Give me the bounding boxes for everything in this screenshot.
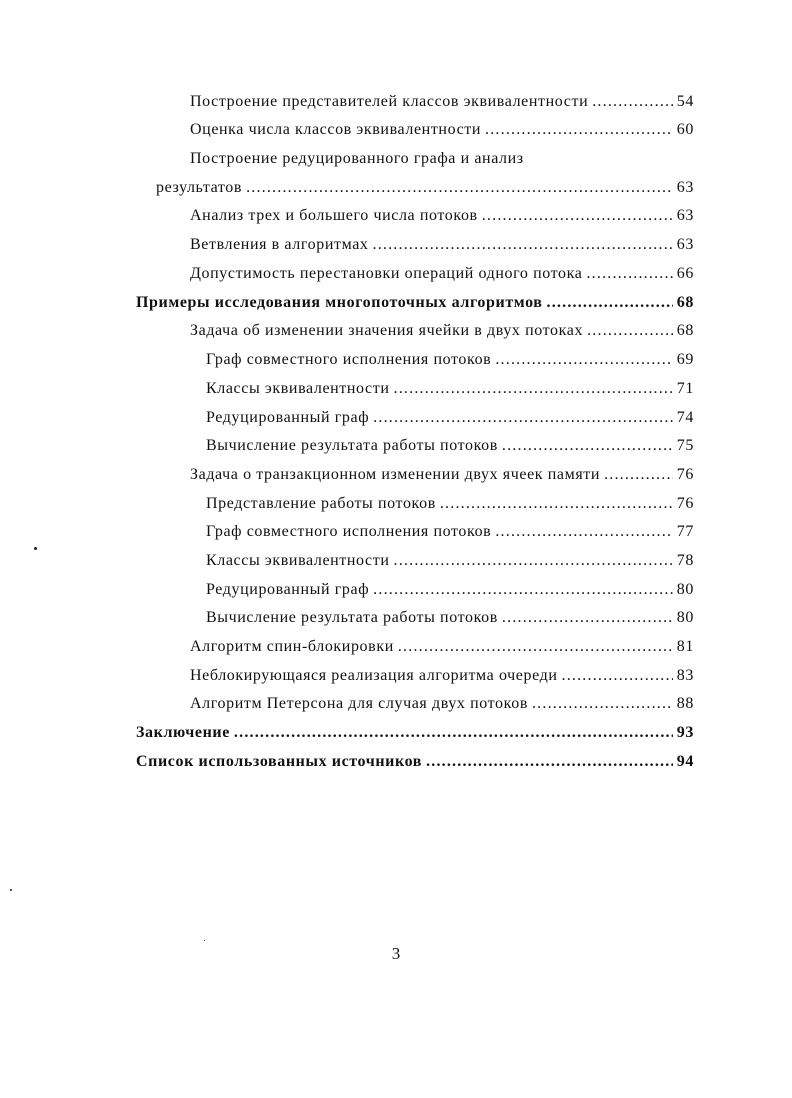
toc-leader [426, 752, 673, 772]
toc-entry-page: 81 [676, 638, 694, 655]
toc-leader [532, 694, 673, 714]
toc-entry-page: 80 [676, 581, 694, 598]
toc-leader [234, 723, 673, 743]
toc-entry-title: Редуцированный граф [206, 409, 370, 426]
toc-leader [373, 580, 673, 600]
toc-entry-title: Алгоритм Петерсона для случая двух потоков [190, 695, 528, 712]
toc-entry-page: 63 [676, 236, 694, 253]
toc-entry-page: 93 [676, 724, 694, 741]
toc-entry [190, 694, 694, 714]
toc-entry-title: Вычисление результата работы потоков [206, 437, 498, 454]
toc-entry-page: 66 [676, 265, 694, 282]
toc-entry [190, 264, 694, 284]
toc-entry-title: Классы эквивалентности [206, 552, 390, 569]
toc-leader [586, 264, 672, 284]
toc-entry-page: 80 [676, 609, 694, 626]
toc-leader [482, 206, 673, 226]
toc-entry-title: Оценка числа классов эквивалентности [190, 121, 482, 138]
toc-entry-page: 68 [676, 294, 694, 311]
toc-leader [592, 92, 673, 112]
toc-entry-title: Задача об изменении значения ячейки в двух потоках [190, 322, 584, 339]
toc-leader [373, 408, 673, 428]
toc-entry-title: Список использованных источников [136, 753, 423, 770]
toc-entry [206, 522, 694, 542]
toc-entry [206, 436, 694, 456]
toc-entry-page: 76 [676, 466, 694, 483]
toc-entry-page: 63 [676, 207, 694, 224]
toc-entry [190, 666, 694, 686]
toc-leader [246, 178, 673, 198]
toc-entry-page: 69 [676, 351, 694, 368]
toc-leader [562, 666, 673, 686]
toc-entry [190, 465, 694, 485]
toc-entry [190, 206, 694, 226]
toc-entry-title: результатов [156, 179, 243, 196]
toc-entry-title: Анализ трех и большего числа потоков [190, 207, 478, 224]
toc-entry-page: 71 [676, 380, 694, 397]
toc-entry-title: Классы эквивалентности [206, 380, 390, 397]
toc-entry [206, 350, 694, 370]
toc-leader [394, 379, 673, 399]
toc-entry [190, 321, 694, 341]
toc-entry [190, 92, 694, 112]
toc-entry-title: Задача о транзакционном изменении двух ячеек памяти [190, 466, 601, 483]
toc-leader [495, 522, 672, 542]
toc-entry [206, 379, 694, 399]
toc-leader [495, 350, 672, 370]
toc-entry-title: Допустимость перестановки операций одного потока [190, 265, 583, 282]
toc-entry-page: 76 [676, 495, 694, 512]
toc-chapter-entry [136, 723, 694, 743]
scan-speck [204, 940, 205, 941]
toc-entry-title: Построение представителей классов эквивалентности [190, 93, 589, 110]
toc-leader [440, 494, 673, 514]
toc-entry-page: 68 [676, 322, 694, 339]
toc-leader [398, 637, 673, 657]
toc-leader [502, 608, 673, 628]
toc-entry-title: Неблокирующаяся реализация алгоритма очереди [190, 667, 558, 684]
scan-speck [10, 889, 12, 891]
toc-entry-page: 77 [676, 523, 694, 540]
toc-entry-page: 78 [676, 552, 694, 569]
page-number: 3 [391, 944, 401, 963]
toc-entry-title: Примеры исследования многопоточных алгоритмов [136, 294, 543, 311]
toc-entry-page: 74 [676, 409, 694, 426]
toc-leader [485, 120, 673, 140]
toc-entry-page: 83 [676, 667, 694, 684]
toc-entry-title: Граф совместного исполнения потоков [206, 351, 492, 368]
toc-entry-title: Граф совместного исполнения потоков [206, 523, 492, 540]
toc-entry [206, 494, 694, 514]
toc-entry-title: Заключение [136, 724, 230, 741]
toc-entry-page: 63 [676, 179, 694, 196]
toc-entry [190, 235, 694, 255]
toc-entry-title-line1: Построение редуцированного графа и анализ [190, 150, 524, 167]
toc-entry [206, 608, 694, 628]
toc-leader [587, 321, 673, 341]
toc-entry-title: Алгоритм спин-блокировки [190, 638, 394, 655]
toc-chapter-entry [136, 293, 694, 313]
toc-entry-page: 94 [676, 753, 694, 770]
toc-entry [190, 120, 694, 140]
toc-entry-page: 88 [676, 695, 694, 712]
toc-leader [604, 465, 673, 485]
toc-entry-title: Вычисление результата работы потоков [206, 609, 498, 626]
toc-entry [206, 580, 694, 600]
toc-leader [547, 293, 673, 313]
toc-leader [502, 436, 673, 456]
toc-chapter-entry [136, 752, 694, 772]
toc-entry-page: 75 [676, 437, 694, 454]
toc-entry-page: 60 [676, 121, 694, 138]
scan-speck [34, 547, 37, 550]
toc-entry-title: Ветвления в алгоритмах [190, 236, 369, 253]
toc-entry-page: 54 [676, 93, 694, 110]
toc-leader [394, 551, 673, 571]
toc-entry-title: Представление работы потоков [206, 495, 436, 512]
toc-leader [373, 235, 673, 255]
toc-entry [206, 408, 694, 428]
toc-entry [190, 637, 694, 657]
toc-entry [206, 551, 694, 571]
toc-entry-title: Редуцированный граф [206, 581, 370, 598]
toc-entry [156, 178, 694, 198]
